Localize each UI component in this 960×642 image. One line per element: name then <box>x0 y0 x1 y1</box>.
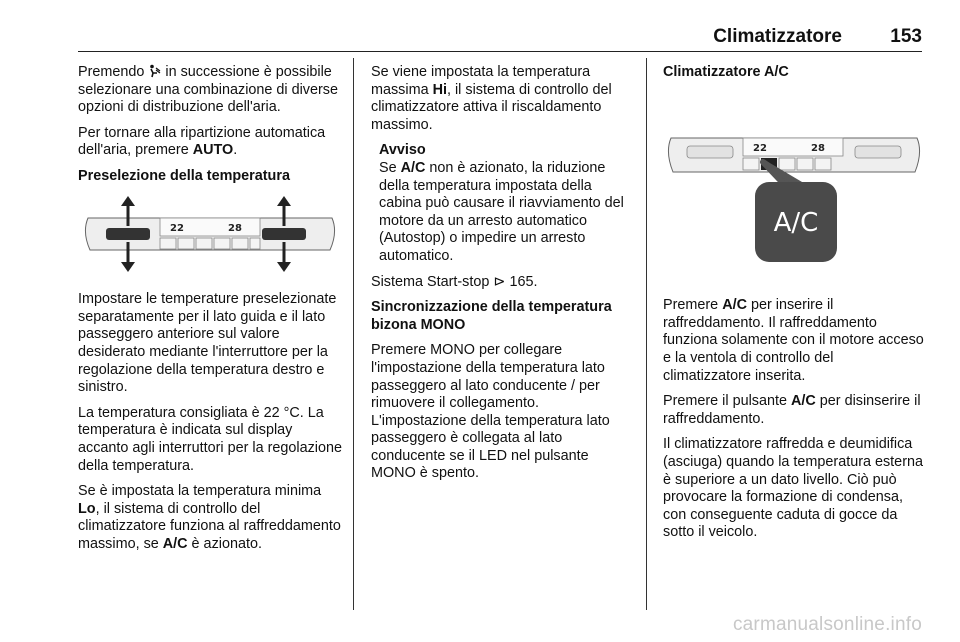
column-divider <box>353 58 354 610</box>
note-title: Avviso <box>379 142 426 159</box>
ac-panel-illustration <box>663 90 925 280</box>
paragraph-start-stop-ref: Sistema Start-stop ⊳ 165. <box>371 273 538 290</box>
page-header <box>0 0 960 52</box>
paragraph-preselection: Impostare le temperature preselezionate separatamente per il lato guida e il lato passeggero anteriore sul valore desiderato mediante l'interruttore per la regolazione della temperatura destro e sinistro. <box>78 291 337 396</box>
paragraph-ac-on: Premere A/C per inserire il raffreddamento. Il raffreddamento funziona solamente con il motore acceso e la ventola di controllo del climatizzatore inserita. <box>663 297 924 384</box>
left-temp-switch <box>106 228 150 240</box>
watermark: carmanualsonline.info <box>732 614 922 635</box>
paragraph-hi: Se viene impostata la temperatura massima Hi, il sistema di controllo del climatizzatore attiva il riscaldamento massimo. <box>371 64 612 133</box>
right-temp-switch <box>262 228 306 240</box>
section-heading-mono: Sincronizzazione della temperatura bizona MONO <box>371 299 612 333</box>
page-reference-link[interactable]: 165. <box>509 273 538 290</box>
column-divider <box>646 58 647 610</box>
fan-airflow-icon <box>148 64 161 78</box>
panel-display-right: 28 <box>228 222 242 234</box>
figure-temperature-controls <box>78 194 342 280</box>
figure-ac-button <box>663 90 925 286</box>
section-heading-ac: Climatizzatore A/C <box>663 64 789 80</box>
paragraph-recommended-temp: La temperatura consigliata è 22 °C. La temperatura è indicata sul display accanto agli interruttori per la regolazione della temperatura. <box>78 404 342 474</box>
paragraph-airflow: Premendo in successione è possibile selezionare una combinazione di diverse opzioni di distribuzione dell'aria. <box>78 64 338 116</box>
paragraph-condensation: Il climatizzatore raffredda e deumidifica (asciuga) quando la temperatura esterna è superiore a un dato livello. Ciò può provocare la formazione di condensa, con conseguente caduta di gocce da sotto il veicolo. <box>663 436 923 541</box>
climate-panel-illustration <box>78 194 342 274</box>
column-left <box>78 64 342 561</box>
paragraph-lo: Se è impostata la temperatura minima Lo, il sistema di controllo del climatizzatore funziona al raffreddamento massimo, se A/C è azionato. <box>78 483 341 552</box>
panel-display-right: 28 <box>811 142 825 154</box>
page-number: 153 <box>890 26 922 47</box>
note-body: Se A/C non è azionato, la riduzione della temperatura impostata della cabina può causare il riavviamento del motore da un arresto automatico (Autostop) o impedire un arresto automatico. <box>379 159 624 264</box>
panel-display-left: 22 <box>170 222 184 234</box>
paragraph-mono: Premere MONO per collegare l'impostazione della temperatura lato passeggero al lato conducente / per rimuovere il collegamento. L'impostazione della temperatura lato passeggero è collegata al lato conducente se il LED nel pulsante MONO è spento. <box>371 342 610 482</box>
paragraph-ac-off: Premere il pulsante A/C per disinserire il raffreddamento. <box>663 393 921 427</box>
ac-callout-label: A/C <box>773 207 819 238</box>
column-middle <box>371 64 634 491</box>
note-box <box>371 142 634 265</box>
header-rule <box>78 51 922 52</box>
column-right <box>663 64 925 550</box>
chapter-title: Climatizzatore <box>713 26 842 47</box>
page-reference-icon: ⊳ <box>493 273 506 290</box>
panel-display-left: 22 <box>753 142 767 154</box>
section-heading-preselection: Preselezione della temperatura <box>78 167 290 184</box>
paragraph-auto: Per tornare alla ripartizione automatica dell'aria, premere AUTO. <box>78 124 326 159</box>
